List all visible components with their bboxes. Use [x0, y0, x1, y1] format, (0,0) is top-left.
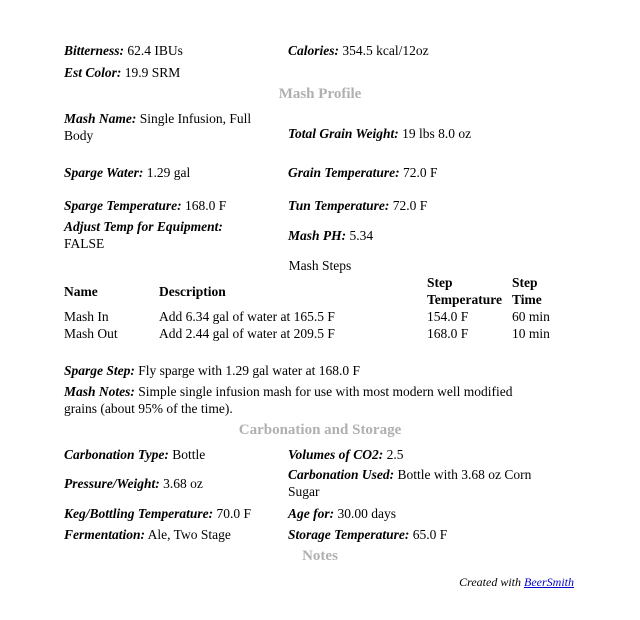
- age-for-value: 30.00 days: [334, 506, 396, 521]
- sparge-step-label: Sparge Step:: [64, 363, 135, 378]
- mash-notes-label: Mash Notes:: [64, 384, 135, 399]
- created-with-text: Created with: [459, 575, 524, 589]
- mash-notes-field: [64, 383, 584, 417]
- sparge-water-value: 1.29 gal: [143, 165, 191, 180]
- carbonation-type-value: Bottle: [168, 447, 206, 462]
- storage-temperature-value: 65.0 F: [409, 527, 448, 542]
- col-header-time-line2: Time: [512, 292, 542, 307]
- keg-bottling-temp-label: Keg/Bottling Temperature:: [64, 506, 214, 521]
- row-name: Mash In: [64, 309, 109, 324]
- created-with-footer: [459, 574, 574, 591]
- pressure-weight-value: 3.68 oz: [159, 476, 203, 491]
- mash-ph-label: Mash PH:: [288, 228, 347, 243]
- grain-temperature-value: 72.0 F: [399, 165, 438, 180]
- sparge-water-label: Sparge Water:: [64, 165, 144, 180]
- col-header-description: Description: [159, 284, 226, 299]
- storage-temperature-field: [288, 526, 447, 543]
- storage-temperature-label: Storage Temperature:: [288, 527, 410, 542]
- adjust-temp-label: Adjust Temp for Equipment:: [64, 219, 223, 234]
- mash-notes-value-cont: grains (about 95% of the time).: [64, 401, 233, 416]
- age-for-field: [288, 505, 396, 522]
- mash-ph-value: 5.34: [346, 228, 374, 243]
- est-color-label: Est Color:: [64, 65, 122, 80]
- pressure-weight-label: Pressure/Weight:: [64, 476, 160, 491]
- pressure-weight-field: [64, 475, 203, 492]
- mash-name-field: [64, 110, 284, 144]
- col-header-step-temperature: [427, 274, 502, 308]
- row-description: Add 6.34 gal of water at 165.5 F: [159, 309, 335, 324]
- grain-temperature-label: Grain Temperature:: [288, 165, 400, 180]
- carbonation-used-field: [288, 466, 558, 500]
- row-name: Mash Out: [64, 326, 118, 341]
- est-color-field: [64, 64, 180, 81]
- row-time: 10 min: [512, 326, 550, 341]
- carbonation-title: Carbonation and Storage: [238, 422, 402, 438]
- row-temp: 168.0 F: [427, 326, 469, 341]
- calories-label: Calories:: [288, 43, 340, 58]
- total-grain-weight-value: 19 lbs 8.0 oz: [398, 126, 472, 141]
- est-color-value: 19.9 SRM: [121, 65, 181, 80]
- volumes-co2-field: [288, 446, 404, 463]
- bitterness-field: [64, 42, 183, 59]
- col-header-time-line1: Step: [512, 275, 538, 290]
- volumes-co2-label: Volumes of CO2:: [288, 447, 384, 462]
- carbonation-used-value-cont: Sugar: [288, 484, 320, 499]
- col-header-step-time: [512, 274, 542, 308]
- fermentation-field: [64, 526, 231, 543]
- col-header-temp-line2: Temperature: [427, 292, 502, 307]
- beersmith-link[interactable]: BeerSmith: [524, 575, 574, 589]
- sparge-water-field: [64, 164, 190, 181]
- adjust-temp-field: [64, 218, 223, 252]
- carbonation-used-value: Bottle with 3.68 oz Corn: [394, 467, 532, 482]
- total-grain-weight-field: [288, 125, 471, 142]
- carbonation-type-field: [64, 446, 205, 463]
- carbonation-used-label: Carbonation Used:: [288, 467, 395, 482]
- table-row: [0, 308, 640, 325]
- adjust-temp-value: FALSE: [64, 236, 105, 251]
- volumes-co2-value: 2.5: [383, 447, 404, 462]
- tun-temperature-value: 72.0 F: [389, 198, 428, 213]
- sparge-step-field: [64, 362, 360, 379]
- total-grain-weight-label: Total Grain Weight:: [288, 126, 399, 141]
- bitterness-label: Bitterness:: [64, 43, 125, 58]
- grain-temperature-field: [288, 164, 438, 181]
- calories-field: [288, 42, 429, 59]
- keg-bottling-temp-value: 70.0 F: [213, 506, 252, 521]
- sparge-temperature-label: Sparge Temperature:: [64, 198, 182, 213]
- keg-bottling-temp-field: [64, 505, 251, 522]
- row-time: 60 min: [512, 309, 550, 324]
- col-header-temp-line1: Step: [427, 275, 453, 290]
- fermentation-value: Ale, Two Stage: [145, 527, 231, 542]
- mash-name-label: Mash Name:: [64, 111, 137, 126]
- carbonation-type-label: Carbonation Type:: [64, 447, 169, 462]
- mash-name-value: Single Infusion, Full: [136, 111, 252, 126]
- sparge-step-value: Fly sparge with 1.29 gal water at 168.0 F: [134, 363, 360, 378]
- sparge-temperature-field: [64, 197, 226, 214]
- table-row: [0, 325, 640, 342]
- mash-name-value-cont: Body: [64, 128, 94, 143]
- mash-profile-title: Mash Profile: [278, 86, 362, 102]
- tun-temperature-field: [288, 197, 427, 214]
- mash-notes-value: Simple single infusion mash for use with most modern well modified: [134, 384, 513, 399]
- row-temp: 154.0 F: [427, 309, 469, 324]
- bitterness-value: 62.4 IBUs: [124, 43, 183, 58]
- sparge-temperature-value: 168.0 F: [181, 198, 227, 213]
- col-header-name: Name: [64, 284, 98, 299]
- fermentation-label: Fermentation:: [64, 527, 146, 542]
- age-for-label: Age for:: [288, 506, 335, 521]
- notes-title: Notes: [302, 548, 338, 564]
- mash-ph-field: [288, 227, 373, 244]
- mash-steps-title: Mash Steps: [288, 258, 352, 273]
- row-description: Add 2.44 gal of water at 209.5 F: [159, 326, 335, 341]
- calories-value: 354.5 kcal/12oz: [339, 43, 429, 58]
- tun-temperature-label: Tun Temperature:: [288, 198, 390, 213]
